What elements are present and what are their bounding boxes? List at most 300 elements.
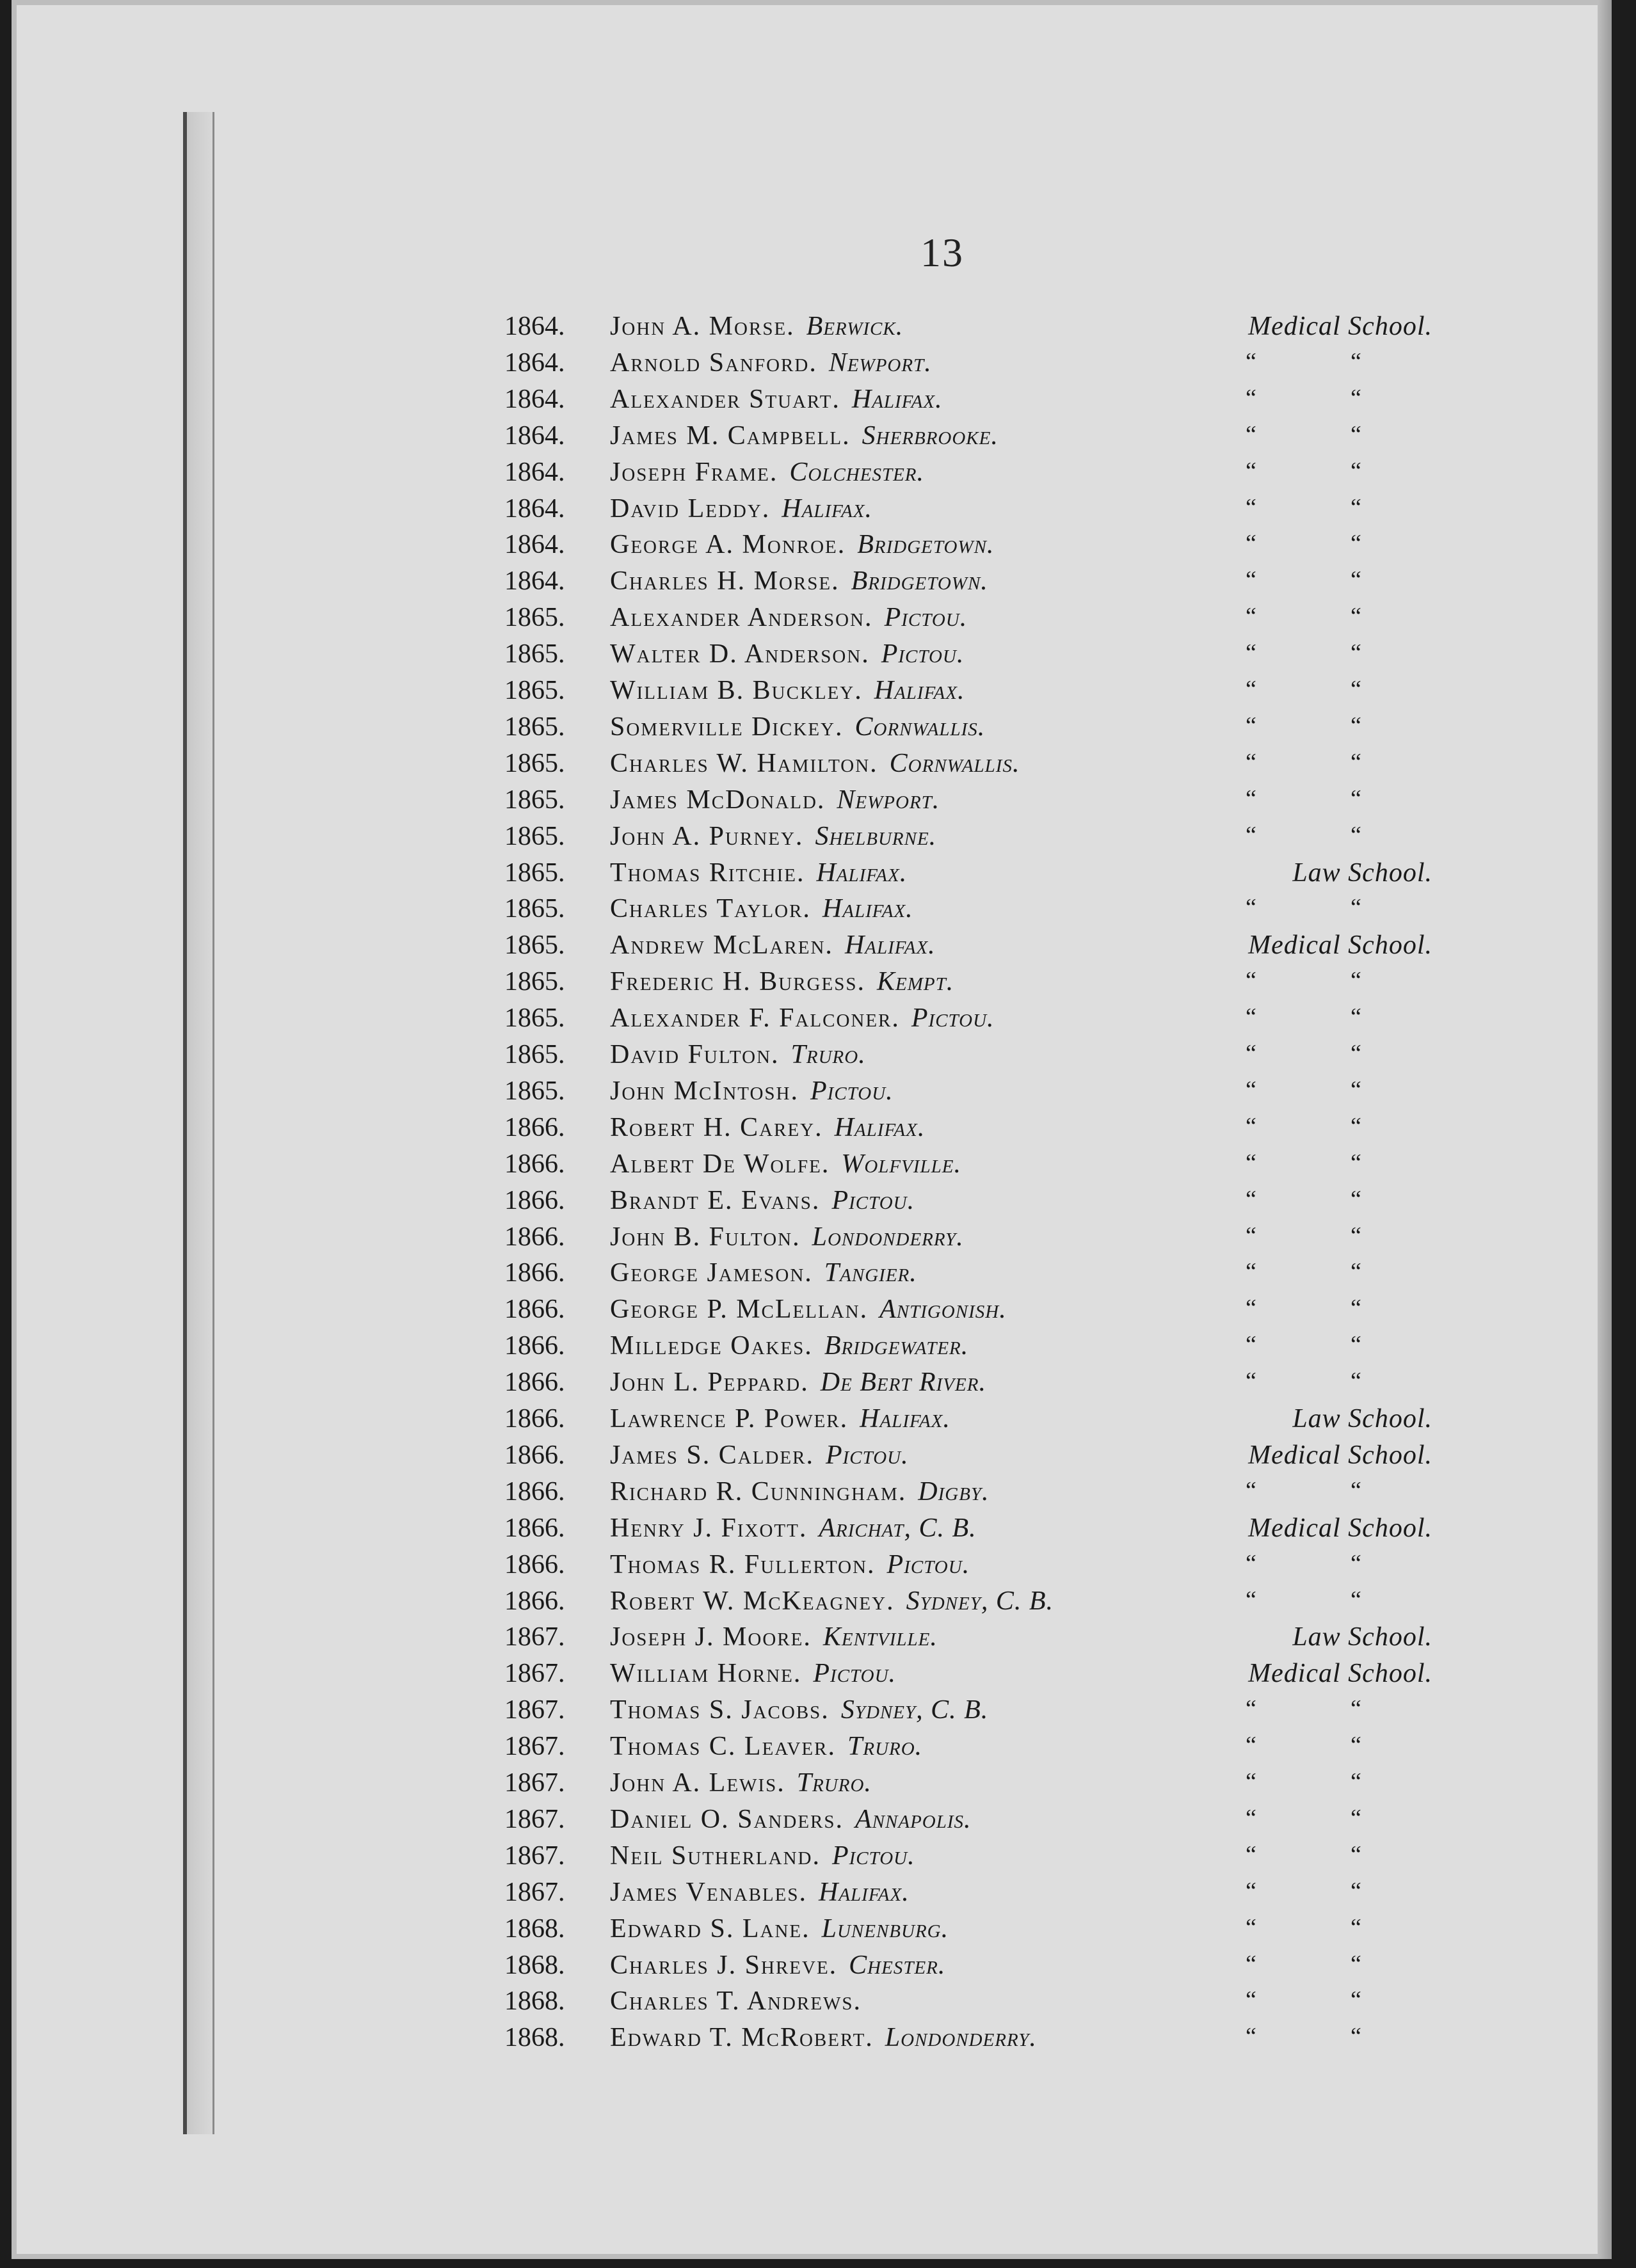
ditto-mark: “ [1246, 1331, 1256, 1359]
entry-school: Medical School. [1248, 1659, 1432, 1689]
entry-year: 1866. [504, 1368, 565, 1398]
entry-row [12, 1222, 1484, 1258]
ditto-mark: “ [1246, 748, 1256, 776]
entry-person: Charles J. Shreve. [610, 1950, 838, 1980]
entry-person: Arnold Sanford. [610, 347, 817, 378]
ditto-mark: “ [1246, 639, 1256, 667]
entry-year: 1867. [504, 1659, 565, 1689]
entry-person: Thomas C. Leaver. [610, 1732, 836, 1762]
entry-row [12, 1367, 1484, 1403]
entry-name [610, 712, 985, 742]
ditto-mark: “ [1351, 785, 1361, 812]
entry-person: John B. Fulton. [610, 1222, 801, 1252]
entry-row [12, 529, 1484, 565]
ditto-mark: “ [1351, 1331, 1361, 1359]
entry-row [12, 1003, 1484, 1039]
entry-year: 1866. [504, 1222, 565, 1252]
ditto-mark: “ [1351, 894, 1361, 922]
ditto-mark: “ [1246, 1003, 1256, 1031]
entry-school: Medical School. [1248, 1513, 1432, 1543]
entry-name [610, 347, 932, 378]
ditto-mark: “ [1246, 1258, 1256, 1286]
ditto-mark: “ [1246, 676, 1256, 703]
entry-place: Truro. [790, 1040, 866, 1069]
entry-row [12, 1695, 1484, 1730]
entry-person: Somerville Dickey. [610, 712, 844, 742]
entry-place: Newport. [828, 347, 932, 378]
entry-name [610, 457, 924, 488]
entry-row [12, 1986, 1484, 2022]
entry-year: 1866. [504, 1258, 565, 1288]
entry-row [12, 1403, 1484, 1439]
entry-year: 1865. [504, 603, 565, 633]
entry-place: Wolfville. [841, 1149, 961, 1179]
entry-place: Tangier. [824, 1258, 917, 1288]
entry-person: Albert De Wolfe. [610, 1149, 830, 1179]
entry-place: Antigonish. [879, 1295, 1007, 1325]
entry-name [610, 858, 907, 888]
entry-row [12, 1149, 1484, 1185]
ditto-mark: “ [1246, 1986, 1256, 2014]
ditto-mark: “ [1351, 821, 1361, 849]
graduate-list [12, 0, 1612, 2259]
ditto-mark: “ [1246, 457, 1256, 484]
entry-person: Joseph J. Moore. [610, 1622, 812, 1652]
entry-row [12, 1913, 1484, 1949]
entry-place: Lunenburg. [821, 1913, 949, 1944]
entry-place: Sydney, C. B. [906, 1586, 1054, 1616]
ditto-mark: “ [1246, 821, 1256, 849]
entry-place: Halifax. [822, 894, 913, 924]
entry-name [610, 1294, 1007, 1325]
ditto-mark: “ [1246, 1732, 1256, 1759]
entry-year: 1865. [504, 858, 565, 888]
ditto-mark: “ [1246, 1076, 1256, 1103]
entry-name [610, 893, 913, 924]
ditto-mark: “ [1246, 1295, 1256, 1322]
entry-place: Digby. [918, 1476, 990, 1506]
entry-place: Londonderry. [812, 1222, 964, 1252]
entry-row [12, 493, 1484, 529]
entry-row [12, 1622, 1484, 1657]
entry-place: Pictou. [810, 1076, 894, 1106]
ditto-mark: “ [1246, 1549, 1256, 1577]
entry-school: Law School. [1292, 1404, 1432, 1433]
entry-place: Kempt. [876, 967, 954, 997]
entry-row [12, 1731, 1484, 1767]
entry-place: Halifax. [860, 1404, 950, 1433]
ditto-mark: “ [1246, 1768, 1256, 1795]
entry-year: 1866. [504, 1112, 565, 1142]
entry-place: Halifax. [844, 930, 936, 961]
entry-year: 1867. [504, 1732, 565, 1762]
entry-place: Pictou. [911, 1003, 995, 1034]
ditto-mark: “ [1351, 1549, 1361, 1577]
ditto-mark: “ [1246, 1185, 1256, 1213]
ditto-mark: “ [1351, 1877, 1361, 1905]
entry-name [610, 566, 988, 596]
entry-name [610, 1003, 995, 1034]
entry-person: John A. Morse. [610, 312, 795, 341]
entry-person: Frederic H. Burgess. [610, 967, 865, 997]
entry-name [610, 602, 967, 633]
ditto-mark: “ [1351, 1950, 1361, 1977]
entry-year: 1868. [504, 1913, 565, 1944]
ditto-mark: “ [1351, 420, 1361, 448]
entry-place: Pictou. [831, 1185, 915, 1215]
entry-row [12, 566, 1484, 602]
entry-year: 1867. [504, 1841, 565, 1871]
entry-school: Medical School. [1248, 312, 1432, 341]
entry-person: Charles T. Andrews. [610, 1986, 862, 2016]
ditto-mark: “ [1351, 1476, 1361, 1504]
entry-year: 1867. [504, 1768, 565, 1798]
entry-year: 1864. [504, 457, 565, 487]
entry-person: Daniel O. Sanders. [610, 1804, 844, 1834]
entry-person: Neil Sutherland. [610, 1841, 821, 1871]
entry-year: 1866. [504, 1331, 565, 1361]
entry-year: 1865. [504, 748, 565, 778]
entry-name [610, 2022, 1037, 2053]
entry-person: Andrew McLaren. [610, 930, 833, 961]
entry-person: John A. Lewis. [610, 1768, 785, 1798]
entry-name [610, 639, 964, 669]
ditto-mark: “ [1246, 1913, 1256, 1941]
ditto-mark: “ [1351, 1149, 1361, 1176]
entry-person: John McIntosh. [610, 1076, 799, 1106]
ditto-mark: “ [1351, 1185, 1361, 1213]
entry-row [12, 602, 1484, 638]
entry-row [12, 712, 1484, 747]
entry-person: Milledge Oakes. [610, 1331, 813, 1361]
entry-row [12, 457, 1484, 493]
entry-person: John L. Peppard. [610, 1368, 809, 1398]
entry-person: Alexander Stuart. [610, 384, 840, 414]
ditto-mark: “ [1246, 967, 1256, 994]
entry-name [610, 1258, 917, 1288]
entry-row [12, 893, 1484, 929]
entry-place: Sherbrooke. [862, 420, 998, 451]
entry-name [610, 529, 994, 560]
entry-row [12, 347, 1484, 383]
entry-name [610, 1913, 949, 1944]
entry-place: Berwick. [806, 312, 904, 341]
ditto-mark: “ [1351, 1295, 1361, 1322]
entry-year: 1864. [504, 312, 565, 341]
ditto-mark: “ [1246, 493, 1256, 521]
entry-year: 1866. [504, 1586, 565, 1616]
entry-row [12, 821, 1484, 857]
ditto-mark: “ [1246, 566, 1256, 594]
entry-row [12, 1185, 1484, 1221]
entry-name [610, 1950, 945, 1981]
entry-name [610, 675, 965, 706]
entry-row [12, 785, 1484, 820]
ditto-mark: “ [1246, 384, 1256, 411]
entry-name [610, 1440, 909, 1471]
entry-year: 1868. [504, 2023, 565, 2053]
entry-person: Edward T. McRobert. [610, 2023, 874, 2053]
entry-person: William B. Buckley. [610, 676, 863, 705]
ditto-mark: “ [1246, 1476, 1256, 1504]
entry-year: 1866. [504, 1149, 565, 1179]
entry-row [12, 1549, 1484, 1585]
entry-row [12, 675, 1484, 711]
entry-name [610, 966, 954, 997]
entry-name [610, 1877, 910, 1908]
entry-year: 1868. [504, 1950, 565, 1980]
entry-name [610, 930, 936, 961]
entry-place: Bridgewater. [824, 1331, 969, 1361]
entry-name [610, 748, 1020, 779]
ditto-mark: “ [1246, 347, 1256, 375]
entry-name [610, 1367, 986, 1398]
entry-place: Pictou. [831, 1841, 915, 1871]
entry-person: Brandt E. Evans. [610, 1185, 821, 1215]
entry-year: 1865. [504, 676, 565, 705]
entry-row [12, 2022, 1484, 2058]
entry-name [610, 1185, 915, 1216]
entry-name [610, 1549, 970, 1580]
entry-school: Law School. [1292, 858, 1432, 888]
entry-place: Pictou. [825, 1440, 909, 1470]
entry-place: Arichat, C. B. [819, 1513, 977, 1543]
entry-row [12, 1330, 1484, 1366]
ditto-mark: “ [1246, 603, 1256, 630]
entry-place: Kentville. [822, 1622, 938, 1652]
ditto-mark: “ [1351, 1222, 1361, 1249]
entry-name [610, 1039, 866, 1070]
ditto-mark: “ [1351, 603, 1361, 630]
entry-row [12, 1658, 1484, 1694]
entry-row [12, 1513, 1484, 1549]
entry-person: James M. Campbell. [610, 420, 851, 451]
entry-place: Chester. [849, 1950, 946, 1980]
entry-row [12, 1950, 1484, 1986]
ditto-mark: “ [1351, 1732, 1361, 1759]
ditto-mark: “ [1351, 967, 1361, 994]
entry-name [610, 1222, 964, 1252]
ditto-mark: “ [1246, 1950, 1256, 1977]
entry-name [610, 1330, 968, 1361]
scanned-page [12, 0, 1612, 2259]
entry-name [610, 1695, 988, 1725]
entry-person: George A. Monroe. [610, 530, 846, 560]
entry-person: George Jameson. [610, 1258, 813, 1288]
entry-person: James McDonald. [610, 785, 826, 815]
entry-person: Thomas Ritchie. [610, 858, 805, 888]
ditto-mark: “ [1351, 1040, 1361, 1067]
entry-year: 1865. [504, 1076, 565, 1106]
entry-name [610, 1841, 915, 1871]
entry-place: De Bert River. [820, 1368, 986, 1398]
entry-year: 1865. [504, 712, 565, 742]
entry-person: Lawrence P. Power. [610, 1404, 849, 1433]
entry-year: 1865. [504, 821, 565, 851]
entry-name [610, 1768, 872, 1798]
entry-place: Cornwallis. [889, 748, 1020, 778]
entry-year: 1864. [504, 420, 565, 451]
entry-place: Pictou. [813, 1659, 897, 1689]
entry-name [610, 1112, 925, 1143]
entry-year: 1864. [504, 347, 565, 378]
entry-person: Thomas R. Fullerton. [610, 1549, 876, 1579]
entry-place: Pictou. [884, 603, 968, 633]
entry-place: Shelburne. [815, 821, 937, 851]
ditto-mark: “ [1351, 1112, 1361, 1140]
entry-year: 1865. [504, 967, 565, 997]
ditto-mark: “ [1351, 457, 1361, 484]
entry-row [12, 1476, 1484, 1512]
entry-row [12, 1440, 1484, 1476]
entry-person: Robert H. Carey. [610, 1112, 823, 1142]
ditto-mark: “ [1351, 1986, 1361, 2014]
entry-person: Thomas S. Jacobs. [610, 1695, 830, 1725]
entry-name [610, 1513, 977, 1544]
entry-row [12, 1768, 1484, 1803]
entry-year: 1865. [504, 1003, 565, 1034]
entry-person: Alexander F. Falconer. [610, 1003, 900, 1034]
ditto-mark: “ [1351, 1003, 1361, 1031]
entry-name [610, 1586, 1054, 1617]
ditto-mark: “ [1351, 1913, 1361, 1941]
entry-row [12, 1586, 1484, 1622]
entry-name [610, 493, 872, 524]
entry-row [12, 1076, 1484, 1112]
entry-row [12, 858, 1484, 893]
entry-school: Medical School. [1248, 1440, 1432, 1470]
entry-school: Medical School. [1248, 930, 1432, 961]
ditto-mark: “ [1246, 2023, 1256, 2050]
entry-row [12, 1258, 1484, 1293]
entry-row [12, 384, 1484, 420]
entry-row [12, 420, 1484, 456]
ditto-mark: “ [1351, 1804, 1361, 1832]
entry-year: 1864. [504, 493, 565, 523]
entry-name [610, 1731, 922, 1762]
entry-name [610, 420, 998, 451]
entry-place: Pictou. [886, 1549, 970, 1579]
ditto-mark: “ [1351, 748, 1361, 776]
entry-place: Newport. [837, 785, 940, 815]
ditto-mark: “ [1351, 1586, 1361, 1613]
entry-place: Halifax. [816, 858, 908, 888]
entry-place: Truro. [796, 1768, 872, 1798]
entry-year: 1864. [504, 566, 565, 596]
entry-year: 1864. [504, 530, 565, 560]
entry-school: Law School. [1292, 1622, 1432, 1652]
entry-person: Charles W. Hamilton. [610, 748, 878, 778]
entry-name [610, 384, 943, 415]
entry-year: 1867. [504, 1695, 565, 1725]
entry-name [610, 1658, 896, 1689]
entry-place: Bridgetown. [857, 530, 995, 560]
entry-year: 1866. [504, 1549, 565, 1579]
entry-year: 1867. [504, 1877, 565, 1907]
entry-place: Halifax. [819, 1877, 910, 1907]
ditto-mark: “ [1351, 639, 1361, 667]
entry-person: Richard R. Cunningham. [610, 1476, 907, 1506]
entry-person: Charles H. Morse. [610, 566, 840, 596]
entry-person: James Venables. [610, 1877, 807, 1907]
entry-year: 1865. [504, 639, 565, 669]
entry-name [610, 821, 936, 852]
entry-person: George P. McLellan. [610, 1295, 869, 1325]
entry-name [610, 1076, 894, 1106]
ditto-mark: “ [1351, 1695, 1361, 1723]
entry-place: Londonderry. [885, 2023, 1037, 2053]
ditto-mark: “ [1246, 785, 1256, 812]
entry-person: David Leddy. [610, 493, 771, 523]
entry-name [610, 1804, 972, 1835]
entry-row [12, 1039, 1484, 1075]
entry-place: Bridgetown. [851, 566, 988, 596]
entry-name [610, 1476, 990, 1507]
entry-row [12, 966, 1484, 1002]
entry-row [12, 1841, 1484, 1876]
ditto-mark: “ [1351, 1258, 1361, 1286]
entry-place: Annapolis. [855, 1804, 972, 1834]
entry-row [12, 1294, 1484, 1330]
ditto-mark: “ [1246, 712, 1256, 739]
ditto-mark: “ [1246, 420, 1256, 448]
entry-row [12, 1112, 1484, 1148]
entry-row [12, 1877, 1484, 1913]
entry-name [610, 1149, 961, 1179]
entry-name [610, 785, 940, 815]
ditto-mark: “ [1351, 530, 1361, 557]
entry-row [12, 639, 1484, 675]
entry-person: Alexander Anderson. [610, 603, 873, 633]
entry-place: Pictou. [881, 639, 965, 669]
ditto-mark: “ [1246, 1368, 1256, 1395]
entry-row [12, 930, 1484, 966]
entry-row [12, 748, 1484, 784]
entry-year: 1867. [504, 1804, 565, 1834]
entry-year: 1867. [504, 1622, 565, 1652]
entry-row [12, 1804, 1484, 1840]
entry-year: 1866. [504, 1295, 565, 1325]
entry-person: William Horne. [610, 1659, 802, 1689]
ditto-mark: “ [1246, 1695, 1256, 1723]
entry-name [610, 1986, 862, 2016]
ditto-mark: “ [1351, 384, 1361, 411]
page-number: 13 [920, 230, 964, 275]
entry-name [610, 1403, 950, 1434]
ditto-mark: “ [1351, 1768, 1361, 1795]
entry-person: Henry J. Fixott. [610, 1513, 808, 1543]
ditto-mark: “ [1351, 676, 1361, 703]
ditto-mark: “ [1351, 493, 1361, 521]
ditto-mark: “ [1246, 1804, 1256, 1832]
entry-person: Walter D. Anderson. [610, 639, 870, 669]
ditto-mark: “ [1246, 1040, 1256, 1067]
entry-row [12, 311, 1484, 347]
ditto-mark: “ [1246, 530, 1256, 557]
entry-person: Robert W. McKeagney. [610, 1586, 895, 1616]
ditto-mark: “ [1246, 1841, 1256, 1868]
entry-place: Halifax. [851, 384, 943, 414]
entry-person: James S. Calder. [610, 1440, 814, 1470]
ditto-mark: “ [1246, 1112, 1256, 1140]
entry-person: Edward S. Lane. [610, 1913, 810, 1944]
ditto-mark: “ [1246, 1149, 1256, 1176]
ditto-mark: “ [1351, 1076, 1361, 1103]
entry-year: 1866. [504, 1476, 565, 1506]
entry-year: 1865. [504, 785, 565, 815]
entry-place: Halifax. [874, 676, 965, 705]
entry-person: David Fulton. [610, 1040, 780, 1069]
